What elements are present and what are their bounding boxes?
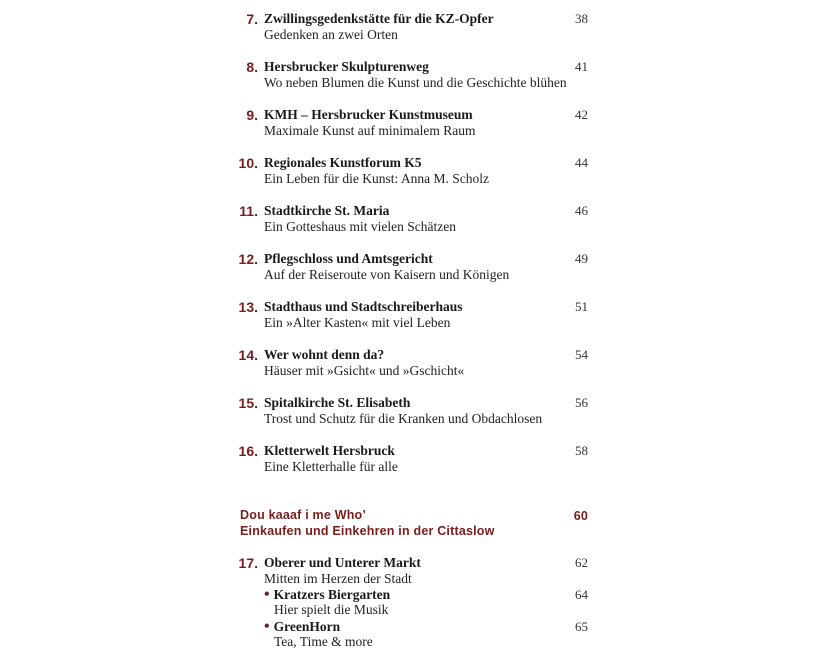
entry-title: Spitalkirche St. Elisabeth — [264, 395, 411, 410]
entry-subtitle: Ein Gotteshaus mit vielen Schätzen — [264, 219, 456, 234]
section-title-line2: Einkaufen und Einkehren in der Cittaslow — [240, 524, 495, 538]
section-heading — [240, 507, 590, 539]
toc-subentry-greenhorn — [264, 618, 594, 649]
entry-number: 8. — [246, 59, 258, 75]
entry-subtitle: Trost und Schutz für die Kranken und Obdachlosen — [264, 411, 543, 426]
entry-subtitle: Ein Leben für die Kunst: Anna M. Scholz — [264, 171, 489, 186]
entry-number: 14. — [238, 347, 258, 363]
entry-title: Stadthaus und Stadtschreiberhaus — [264, 299, 463, 314]
entry-title: Wer wohnt denn da? — [264, 347, 385, 362]
entry-subtitle: Häuser mit »Gsicht« und »Gschicht« — [264, 363, 465, 378]
entry-title: Oberer und Unterer Markt — [264, 555, 421, 570]
entry-subtitle: Eine Kletterhalle für alle — [264, 459, 398, 474]
entry-number: 11. — [239, 203, 258, 219]
entry-title: Regionales Kunstforum K5 — [264, 155, 422, 170]
entry-title: Pflegschloss und Amtsgericht — [264, 251, 433, 266]
entry-title: Zwillingsgedenkstätte für die KZ-Opfer — [264, 11, 494, 26]
entry-title: KMH – Hersbrucker Kunstmuseum — [264, 107, 473, 122]
bullet-dot: • — [264, 586, 270, 603]
entry-title: Hersbrucker Skulpturenweg — [264, 59, 429, 74]
entry-subtitle: Wo neben Blumen die Kunst und die Geschichte blühen — [264, 75, 567, 90]
bullet-dot: • — [264, 618, 270, 635]
subentry-subtitle: Tea, Time & more — [274, 634, 373, 649]
section-title-line1: Dou kaaaf i me Who’ — [240, 508, 367, 522]
entry-number: 7. — [246, 11, 258, 27]
entry-number: 13. — [238, 299, 258, 315]
entry-number: 9. — [246, 107, 258, 123]
entry-number: 15. — [238, 395, 258, 411]
entry-page: 38 — [575, 11, 588, 26]
entry-title: Kletterwelt Hersbruck — [264, 443, 395, 458]
entry-subtitle: Gedenken an zwei Orten — [264, 27, 398, 42]
entry-page: 44 — [575, 155, 588, 170]
entry-subtitle: Mitten im Herzen der Stadt — [264, 571, 412, 586]
entry-page: 58 — [575, 443, 588, 458]
subentry-title: Kratzers Biergarten — [273, 587, 391, 602]
entry-number: 12. — [238, 251, 258, 267]
entry-page: 41 — [575, 59, 588, 74]
entry-number: 10. — [238, 155, 258, 171]
entry-page: 54 — [575, 347, 588, 362]
toc-subentry-kratzers — [264, 586, 594, 617]
entry-subtitle: Ein »Alter Kasten« mit viel Leben — [264, 315, 451, 330]
entry-page: 46 — [575, 203, 588, 218]
entry-subtitle: Maximale Kunst auf minimalem Raum — [264, 123, 476, 138]
subentry-page: 65 — [575, 619, 588, 634]
entry-subtitle: Auf der Reiseroute von Kaisern und Königen — [264, 267, 510, 282]
entry-page: 49 — [575, 251, 588, 266]
section-page: 60 — [573, 509, 588, 523]
entry-page: 56 — [575, 395, 588, 410]
subentry-title: GreenHorn — [273, 619, 341, 634]
entry-page: 51 — [575, 299, 588, 314]
entry-number: 16. — [238, 443, 258, 459]
subentry-page: 64 — [575, 587, 588, 602]
entry-page: 62 — [575, 555, 588, 570]
subentry-subtitle: Hier spielt die Musik — [274, 602, 389, 617]
entry-title: Stadtkirche St. Maria — [264, 203, 390, 218]
entry-number: 17. — [238, 555, 258, 571]
entry-page: 42 — [575, 107, 588, 122]
